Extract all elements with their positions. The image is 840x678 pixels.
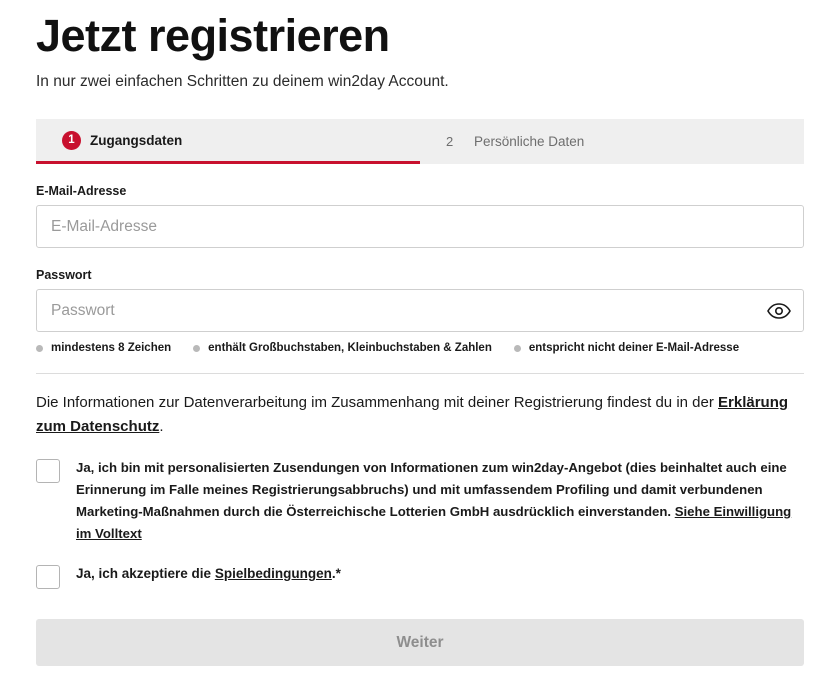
consent-marketing-link[interactable]: Siehe Einwilligung im Volltext [76,504,792,541]
bullet-icon [36,345,43,352]
password-hint-length [36,342,171,354]
consent-terms-checkbox[interactable] [36,565,60,589]
step-2-label: Persönliche Daten [474,134,585,149]
step-1-number: 1 [62,131,81,150]
consent-terms-label [76,563,341,585]
password-hint-not-email-label: entspricht nicht deiner E-Mail-Adresse [528,342,740,354]
password-hint-characters-label: enthält Großbuchstaben, Kleinbuchstaben & Zahlen [208,342,492,354]
password-label: Passwort [36,268,92,282]
consent-marketing-label [76,457,804,545]
consent-marketing-text: Ja, ich bin mit personalisierten Zusendungen von Informationen zum win2day-Angebot (dies beinhaltet auch eine Erinnerung im Falle meines Registrierungsabbruchs) und mit umfassendem Profiling und damit verbundenen Marketing-Maßnahmen durch die Österreichische Lotterien GmbH ausdrücklich einverstanden. [76,460,787,519]
section-divider [36,373,804,374]
privacy-notice [36,391,804,439]
password-hints [36,342,804,354]
bullet-icon [193,345,200,352]
password-field-block [36,268,804,332]
password-hint-length-label: mindestens 8 Zeichen [51,342,172,354]
email-input[interactable] [36,205,804,248]
step-zugangsdaten[interactable] [36,119,420,164]
bullet-icon [514,345,521,352]
privacy-notice-text-end: . [159,418,164,435]
email-field-block [36,184,804,248]
consent-terms-text: Ja, ich akzeptiere die [76,566,215,581]
terms-link[interactable]: Spielbedingungen [214,566,332,581]
step-persoenliche-daten[interactable] [420,119,804,164]
step-2-number: 2 [446,134,454,149]
page-title: Jetzt registrieren [36,10,390,61]
consent-terms-row [36,563,804,589]
privacy-policy-link[interactable]: Erklärung zum Datenschutz [36,394,789,435]
email-label: E-Mail-Adresse [36,184,127,198]
password-input-wrap [36,289,804,332]
password-hint-characters [193,342,492,354]
consent-marketing-row [36,457,804,545]
consent-terms-text-end: .* [331,566,341,581]
email-input-wrap [36,205,804,248]
password-input[interactable] [36,289,804,332]
continue-button[interactable]: Weiter [36,619,804,666]
step-1-label: Zugangsdaten [90,132,183,148]
consent-marketing-checkbox[interactable] [36,459,60,483]
page-subtitle: In nur zwei einfachen Schritten zu deinem win2day Account. [36,73,449,90]
registration-stepper [36,119,804,164]
password-hint-not-email [514,342,739,354]
privacy-notice-text: Die Informationen zur Datenverarbeitung im Zusammenhang mit deiner Registrierung findest du in der [36,394,719,411]
eye-icon[interactable] [766,298,792,324]
